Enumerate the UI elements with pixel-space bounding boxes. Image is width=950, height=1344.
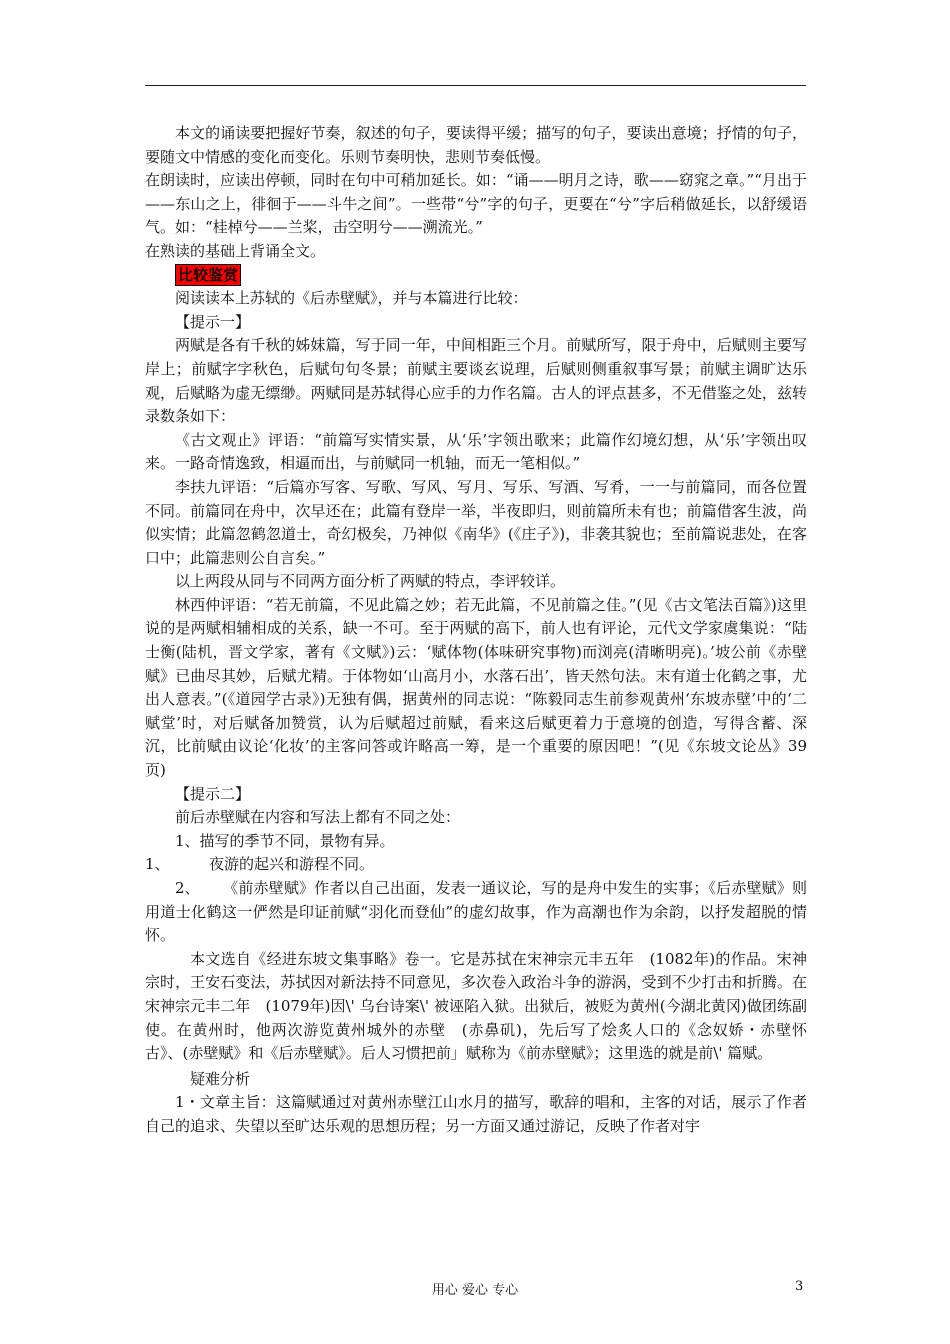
paragraph: 以上两段从同与不同两方面分析了两赋的特点，李评较详。 — [175, 572, 566, 591]
document-body — [145, 122, 807, 1139]
header-rule — [145, 85, 806, 86]
section-heading: 比较鉴赏 — [175, 264, 241, 286]
section-subheading: 疑难分析 — [190, 1069, 251, 1088]
paragraph: 《古文观止》评语：“前篇写实情实景，从‘乐’字领出歌来；此篇作幻境幻想，从‘乐’字领出叹来。一路奇情逸致，相逼而出，与前赋同一机轴，而无一笔相似。” — [145, 430, 807, 473]
paragraph: 林西仲评语：“若无前篇，不见此篇之妙；若无此篇，不见前篇之佳。”(见《古文笔法百篇》)这里说的是两赋相辅相成的关系，缺一不可。至于两赋的高下，前人也有评论，元代文学家虞集说：“陆士衡(陆机，晋文学家，著有《文赋》)云：‘赋体物(体味研究事物)而浏亮(清晰明亮)。’坡公前《赤壁赋》已曲尽其妙，后赋尤精。于体物如‘山高月小，水落石出’，皆天然句法。末有道士化鹤之事，尤出人意表。”(《道园学古录》)无独有偶，据黄州的同志说：“陈毅同志生前参观黄州‘东坡赤壁’中的‘二赋堂’时，对后赋备加赞赏，认为后赋超过前赋，看来这后赋更着力于意境的创造，写得含蓄、深沉，比前赋由议论‘化妆’的主客问答或许略高一筹，是一个重要的原因吧！”(见《东坡文论丛》39页) — [145, 595, 807, 780]
paragraph: 本文选自《经进东坡文集事略》卷一。它是苏拭在宋神宗元丰五年 (1082年)的作品。宋神宗时，王安石变法，苏拭因对新法持不同意见，多次卷入政治斗争的游涡，受到不少打击和折腾。在宋神宗元丰二年 (1079年)因\' 乌台诗案\' 被诬陷入狱。出狱后，被贬为黄州(今湖北黄冈)做团练副使。在黄州时，他两次游览黄州城外的赤壁 (赤鼻矶)，先后写了烩炙人口的《念奴娇・赤壁怀古》、(赤壁赋》和《后赤壁赋》。后人习惯把前」赋称为《前赤壁赋》；这里选的就是前\' 篇赋。 — [145, 949, 807, 1063]
footer-motto: 用心 爱心 专心 — [431, 1283, 519, 1298]
list-text: 《前赤壁赋》作者以自己出面，发表一通议论，写的是舟中发生的实事；《后赤壁赋》则用道士化鹤这一俨然是印证前赋“羽化而登仙”的虚幻故事，作为高潮也作为余韵，以抒发超脱的情怀。 — [145, 879, 807, 945]
paragraph: 在熟读的基础上背诵全文。 — [145, 241, 326, 260]
list-number: 2、 — [175, 879, 200, 897]
list-text: 夜游的起兴和游程不同。 — [209, 855, 375, 874]
paragraph: 前后赤壁赋在内容和写法上都有不同之处： — [175, 808, 461, 827]
paragraph: 1・文章主旨：这篇赋通过对黄州赤壁江山水月的描写，歌辞的唱和，主客的对话，展示了作者自己的追求、失望以至旷达乐观的思想历程；另一方面又通过游记，反映了作者对宇 — [145, 1093, 807, 1135]
paragraph: 李扶九评语：“后篇亦写客、写歌、写风、写月、写乐、写酒、写肴，一一与前篇同，而各位置不同。前篇同在舟中，次早还在；此篇有登岸一举，半夜即归，则前篇所未有也；前篇借客生波，尚似实情；此篇忽鹤忽道士，奇幻极矣，乃神似《南华》(《庄子》)，非袭其貌也；至前篇说悲处，在客口中；此篇悲则公自言矣。” — [145, 477, 807, 567]
list-number: 1、 — [145, 855, 170, 874]
paragraph: 本文的诵读要把握好节奏，叙述的句子，要读得平缓；描写的句子，要读出意境；抒情的句子，要随文中情感的变化而变化。乐则节奏明快，悲则节奏低慢。 — [145, 124, 807, 166]
list-item: 1、描写的季节不同，景物有异。 — [175, 831, 395, 850]
page-number: 3 — [795, 1279, 804, 1294]
hint-label: 【提示一】 — [175, 312, 251, 331]
paragraph: 阅读读本上苏轼的《后赤壁赋》，并与本篇进行比较： — [175, 289, 528, 308]
list-item — [145, 853, 807, 877]
hint-label: 【提示二】 — [175, 784, 251, 803]
list-item — [145, 877, 807, 948]
paragraph: 在朗读时，应读出停顿，同时在句中可稍加延长。如：“诵——明月之诗，歌——窈窕之章。”“月出于——东山之上，徘徊于——斗牛之间”。一些带“兮”字的句子，更要在“兮”字后稍做延长，以舒缓语气。如：“桂棹兮——兰桨，击空明兮——溯流光。” — [145, 171, 807, 237]
paragraph: 两赋是各有千秋的姊妹篇，写于同一年，中间相距三个月。前赋所写，限于舟中，后赋则主要写岸上；前赋字字秋色，后赋句句冬景；前赋主要谈玄说理，后赋则侧重叙事写景；前赋主调旷达乐观，后赋略为虚无缥缈。两赋同是苏轼得心应手的力作名篇。古人的评点甚多，不无借鉴之处，兹转录数条如下： — [145, 336, 807, 426]
